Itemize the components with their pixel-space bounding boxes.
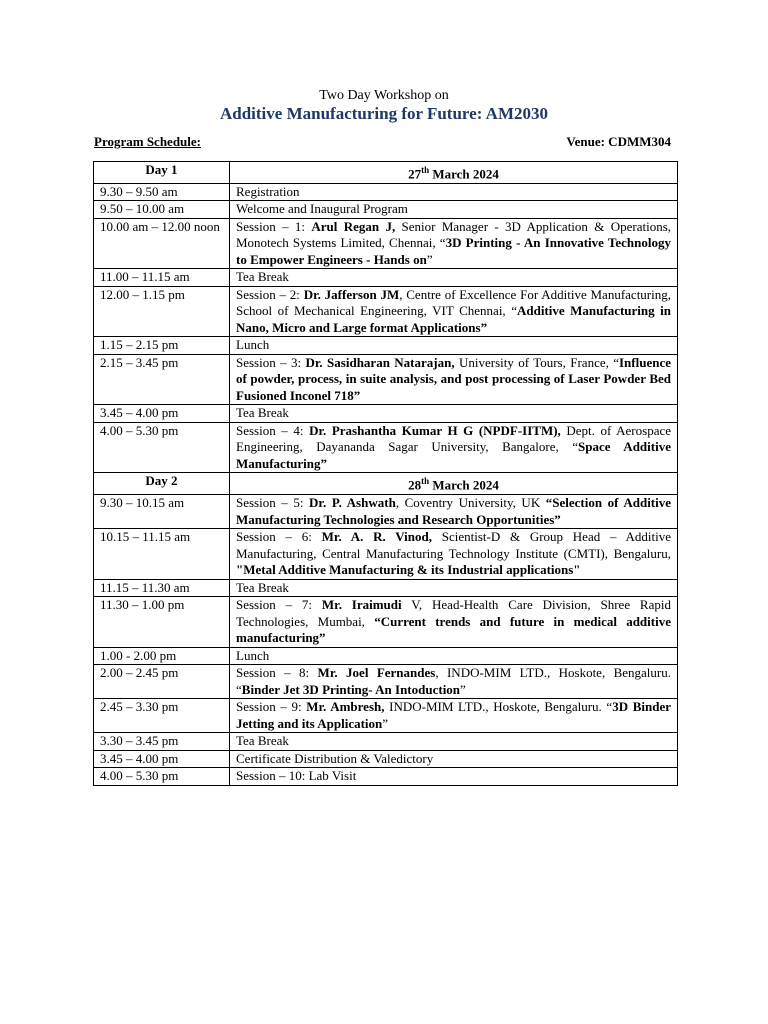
table-row bbox=[94, 405, 678, 423]
day-label: Day 2 bbox=[94, 473, 230, 495]
session-description: Tea Break bbox=[230, 579, 678, 597]
session-description: Session – 7: Mr. Iraimudi V, Head-Health Care Division, Shree Rapid Technologies, Mumbai, “Current trends and future in medical additive manufacturing” bbox=[230, 597, 678, 648]
table-row bbox=[94, 183, 678, 201]
session-description: Session – 1: Arul Regan J, Senior Manager - 3D Application & Operations, Monotech Systems Limited, Chennai, “3D Printing - An Innovative Technology to Empower Engineers - Hands on” bbox=[230, 218, 678, 269]
time-slot: 10.00 am – 12.00 noon bbox=[94, 218, 230, 269]
session-description: Certificate Distribution & Valedictory bbox=[230, 750, 678, 768]
time-slot: 1.15 – 2.15 pm bbox=[94, 337, 230, 355]
table-row bbox=[94, 218, 678, 269]
day-header-row bbox=[94, 162, 678, 184]
session-description: Lunch bbox=[230, 647, 678, 665]
session-description: Session – 8: Mr. Joel Fernandes, INDO-MIM LTD., Hoskote, Bengaluru. “Binder Jet 3D Printing- An Intoduction” bbox=[230, 665, 678, 699]
table-row bbox=[94, 422, 678, 473]
session-description: Session – 9: Mr. Ambresh, INDO-MIM LTD., Hoskote, Bengaluru. “3D Binder Jetting and its Application” bbox=[230, 699, 678, 733]
session-description: Lunch bbox=[230, 337, 678, 355]
time-slot: 2.45 – 3.30 pm bbox=[94, 699, 230, 733]
table-row bbox=[94, 579, 678, 597]
time-slot: 3.45 – 4.00 pm bbox=[94, 405, 230, 423]
time-slot: 11.00 – 11.15 am bbox=[94, 269, 230, 287]
workshop-title: Additive Manufacturing for Future: AM2030 bbox=[219, 104, 549, 123]
session-description: Session – 3: Dr. Sasidharan Natarajan, University of Tours, France, “Influence of powder, process, in suite analysis, and post processing of Laser Powder Bed Fusioned Inconel 718” bbox=[230, 354, 678, 405]
program-schedule-label: Program Schedule: bbox=[94, 134, 201, 149]
time-slot: 9.30 – 9.50 am bbox=[94, 183, 230, 201]
session-description: Tea Break bbox=[230, 269, 678, 287]
time-slot: 11.30 – 1.00 pm bbox=[94, 597, 230, 648]
table-row bbox=[94, 354, 678, 405]
time-slot: 11.15 – 11.30 am bbox=[94, 579, 230, 597]
table-row bbox=[94, 286, 678, 337]
time-slot: 10.15 – 11.15 am bbox=[94, 529, 230, 580]
time-slot: 12.00 – 1.15 pm bbox=[94, 286, 230, 337]
session-description: Session – 10: Lab Visit bbox=[230, 768, 678, 786]
table-row bbox=[94, 699, 678, 733]
table-row bbox=[94, 733, 678, 751]
time-slot: 9.50 – 10.00 am bbox=[94, 201, 230, 219]
day-header-row bbox=[94, 473, 678, 495]
table-row bbox=[94, 529, 678, 580]
schedule-table bbox=[93, 161, 678, 786]
day-date: 28th March 2024 bbox=[230, 473, 678, 495]
time-slot: 1.00 - 2.00 pm bbox=[94, 647, 230, 665]
table-row bbox=[94, 750, 678, 768]
table-row bbox=[94, 647, 678, 665]
table-row bbox=[94, 665, 678, 699]
venue-label: Venue: CDMM304 bbox=[566, 134, 671, 149]
time-slot: 2.15 – 3.45 pm bbox=[94, 354, 230, 405]
day-date: 27th March 2024 bbox=[230, 162, 678, 184]
table-row bbox=[94, 201, 678, 219]
session-description: Registration bbox=[230, 183, 678, 201]
table-row bbox=[94, 269, 678, 287]
session-description: Tea Break bbox=[230, 405, 678, 423]
table-row bbox=[94, 768, 678, 786]
session-description: Session – 6: Mr. A. R. Vinod, Scientist-D & Group Head – Additive Manufacturing, Central Manufacturing Technology Institute (CMTI), Bengaluru, "Metal Additive Manufacturing & its Industrial applications" bbox=[230, 529, 678, 580]
session-description: Session – 4: Dr. Prashantha Kumar H G (NPDF-IITM), Dept. of Aerospace Engineering, Dayananda Sagar University, Bangalore, “Space Additive Manufacturing” bbox=[230, 422, 678, 473]
time-slot: 3.45 – 4.00 pm bbox=[94, 750, 230, 768]
table-row bbox=[94, 337, 678, 355]
time-slot: 3.30 – 3.45 pm bbox=[94, 733, 230, 751]
table-row bbox=[94, 597, 678, 648]
table-row bbox=[94, 495, 678, 529]
time-slot: 9.30 – 10.15 am bbox=[94, 495, 230, 529]
session-description: Welcome and Inaugural Program bbox=[230, 201, 678, 219]
session-description: Session – 5: Dr. P. Ashwath, Coventry University, UK “Selection of Additive Manufacturing Technologies and Research Opportunities” bbox=[230, 495, 678, 529]
session-description: Tea Break bbox=[230, 733, 678, 751]
workshop-subtitle: Two Day Workshop on bbox=[319, 88, 449, 103]
time-slot: 4.00 – 5.30 pm bbox=[94, 768, 230, 786]
day-label: Day 1 bbox=[94, 162, 230, 184]
time-slot: 4.00 – 5.30 pm bbox=[94, 422, 230, 473]
session-description: Session – 2: Dr. Jafferson JM, Centre of Excellence For Additive Manufacturing, School of Mechanical Engineering, VIT Chennai, “Additive Manufacturing in Nano, Micro and Large format Applications” bbox=[230, 286, 678, 337]
time-slot: 2.00 – 2.45 pm bbox=[94, 665, 230, 699]
